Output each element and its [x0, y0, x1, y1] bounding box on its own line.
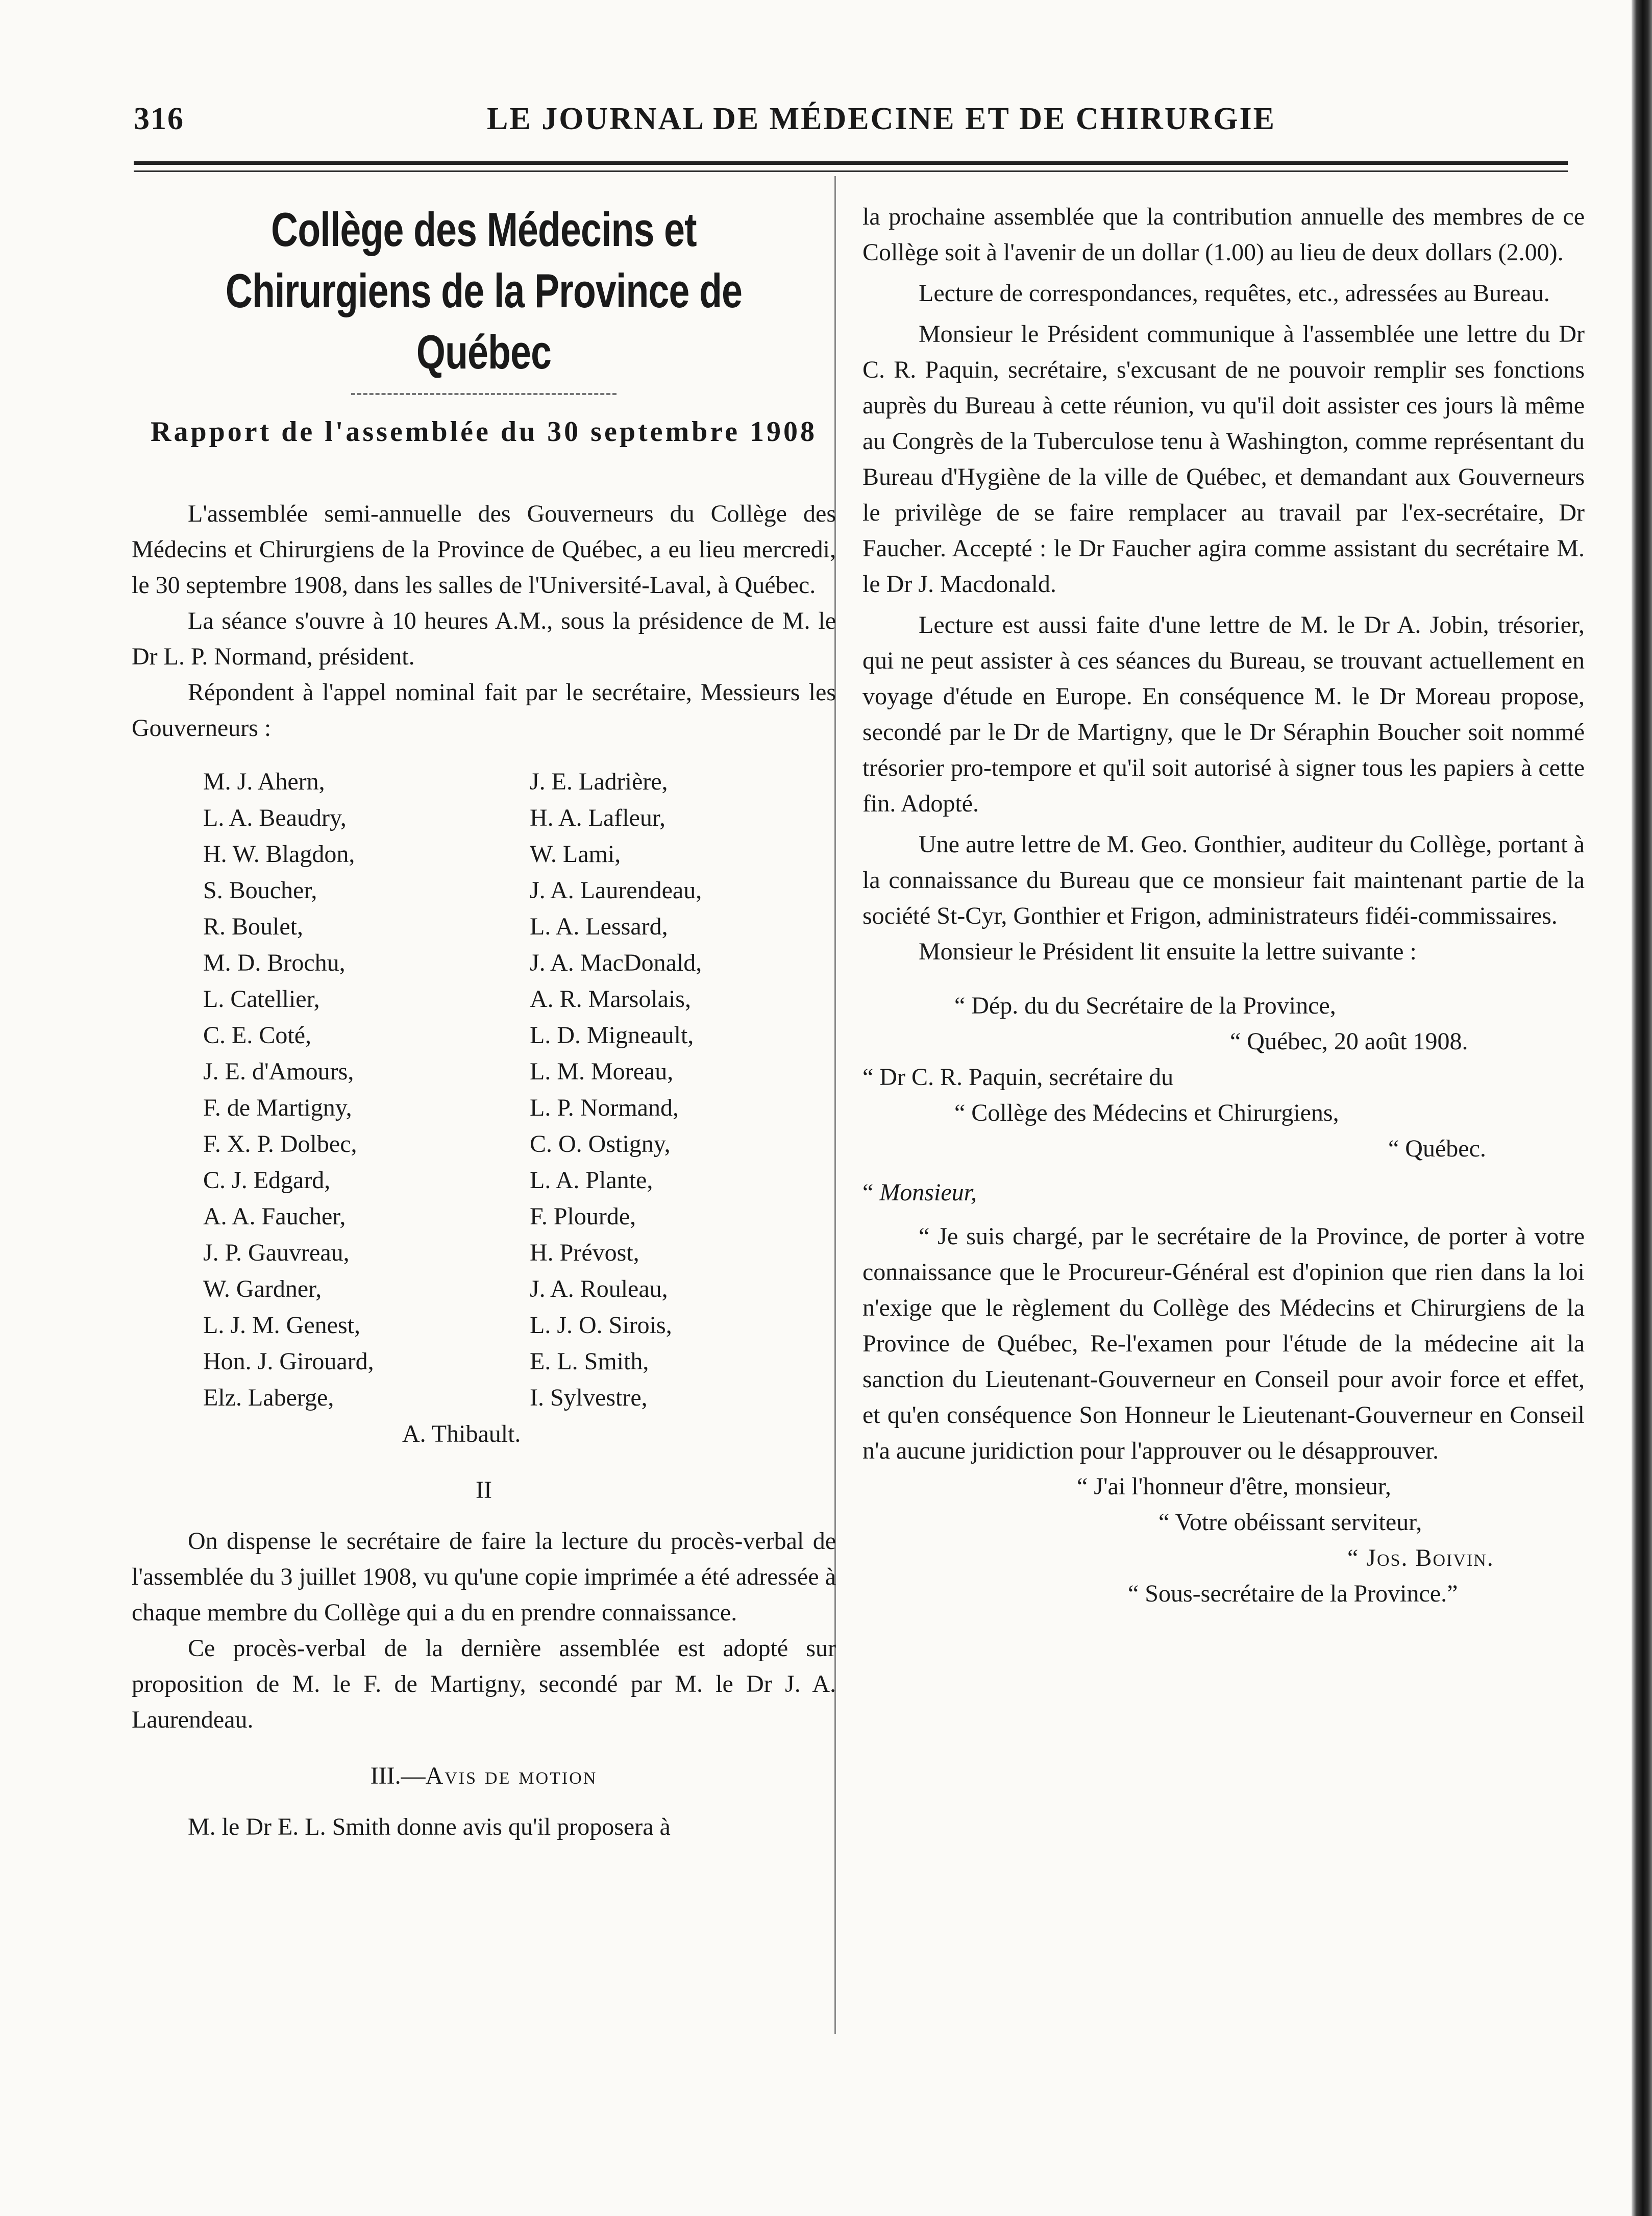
salutation-text: Monsieur,: [879, 1179, 977, 1206]
letter-closing: “ J'ai l'honneur d'être, monsieur,: [1077, 1473, 1391, 1500]
letter-salutation: [862, 1175, 1585, 1211]
header-rule-thin: [134, 170, 1568, 172]
running-header: [134, 101, 1583, 147]
member-name: W. Gardner,: [203, 1275, 322, 1302]
continued-paragraph: la prochaine assemblée que la contribution annuelle des membres de ce Collège soit à l'avenir de un dollar (1.00) au lieu de deux dollars (2.00).: [862, 203, 1585, 266]
member-name: L. A. Lessard,: [530, 913, 668, 940]
member-name: F. Plourde,: [530, 1203, 636, 1230]
left-column: [132, 199, 836, 1845]
member-name: Hon. J. Girouard,: [203, 1348, 374, 1375]
member-name: R. Boulet,: [203, 913, 304, 940]
member-name: E. L. Smith,: [530, 1348, 649, 1375]
page-number: 316: [134, 102, 184, 136]
member-name: J. A. Laurendeau,: [530, 877, 702, 904]
journal-title: LE JOURNAL DE MÉDECINE ET DE CHIRURGIE: [487, 102, 1276, 136]
intro-paragraph: La séance s'ouvre à 10 heures A.M., sous la présidence de M. le Dr L. P. Normand, président.: [132, 607, 836, 670]
member-name: C. J. Edgard,: [203, 1167, 331, 1194]
member-name: J. A. Rouleau,: [530, 1275, 668, 1302]
member-name-last: A. Thibault.: [402, 1420, 521, 1447]
member-name: L. A. Plante,: [530, 1167, 653, 1194]
letter-department: “ Dép. du du Secrétaire de la Province,: [954, 992, 1336, 1019]
body-paragraph: Monsieur le Président communique à l'assemblée une lettre du Dr C. R. Paquin, secrétaire, s'excusant de ne pouvoir remplir ses fonctions auprès du Bureau à cette réunion, vu qu'il doit assister ces jours là même au Congrès de la Tuberculose tenu à Washington, comme représentant du Bureau d'Hygiène de la ville de Québec, et demandant aux Gouverneurs le privilège de se faire remplacer au travail par l'ex-secrétaire, Dr Faucher. Accepté : le Dr Faucher agira comme assistant du secrétaire M. le Dr J. Macdonald.: [862, 321, 1585, 598]
section-heading-number: III.—: [370, 1762, 426, 1789]
letter-signature-title: “ Sous-secrétaire de la Province.”: [1128, 1580, 1458, 1607]
scan-edge-band: [1632, 0, 1652, 2216]
member-name: F. de Martigny,: [203, 1094, 352, 1121]
member-name: W. Lami,: [530, 841, 621, 868]
member-name: H. Prévost,: [530, 1239, 639, 1266]
article-subtitle: Rapport de l'assemblée du 30 septembre 1908: [151, 416, 817, 448]
section-heading-text: Avis de motion: [425, 1762, 598, 1789]
member-name: S. Boucher,: [203, 877, 317, 904]
header-rule-thick: [134, 161, 1568, 165]
member-name: A. A. Faucher,: [203, 1203, 346, 1230]
section-paragraph: M. le Dr E. L. Smith donne avis qu'il proposera à: [188, 1813, 671, 1840]
letter-addressee-line: “ Collège des Médecins et Chirurgiens,: [954, 1099, 1339, 1126]
body-paragraph: Monsieur le Président lit ensuite la lettre suivante :: [919, 938, 1417, 965]
member-name: L. M. Moreau,: [530, 1058, 674, 1085]
member-name: L. A. Beaudry,: [203, 804, 347, 831]
section-paragraph: On dispense le secrétaire de faire la lecture du procès-verbal de l'assemblée du 3 juillet 1908, vu qu'une copie imprimée a été adressée à chaque membre du Collège qui a du en prendre connaissance.: [132, 1528, 836, 1626]
intro-paragraph: L'assemblée semi-annuelle des Gouverneurs du Collège des Médecins et Chirurgiens de la Province de Québec, a eu lieu mercredi, le 30 septembre 1908, dans les salles de l'Université-Laval, à Québec.: [132, 500, 836, 599]
intro-paragraph: Répondent à l'appel nominal fait par le secrétaire, Messieurs les Gouverneurs :: [132, 679, 836, 742]
letter-signature: “ Jos. Boivin.: [1347, 1544, 1494, 1571]
section-heading-iii: [132, 1758, 836, 1794]
member-name: J. E. d'Amours,: [203, 1058, 354, 1085]
member-name: Elz. Laberge,: [203, 1384, 334, 1411]
member-name: L. J. M. Genest,: [203, 1312, 360, 1339]
member-name: C. O. Ostigny,: [530, 1130, 671, 1158]
body-paragraph: Lecture de correspondances, requêtes, etc., adressées au Bureau.: [919, 280, 1550, 307]
letter-closing: “ Votre obéissant serviteur,: [1158, 1509, 1422, 1536]
member-name: F. X. P. Dolbec,: [203, 1130, 357, 1158]
letter-body: “ Je suis chargé, par le secrétaire de la Province, de porter à votre connaissance que le Procureur-Général est d'opinion que rien dans la loi n'exige que le règlement du Collège des Médecins et Chirurgiens de la Province de Québec, Re-l'examen pour l'étude de la médecine ait la sanction du Lieutenant-Gouverneur en Conseil pour avoir force et effet, et qu'en conséquence Son Honneur le Lieutenant-Gouverneur en Conseil n'a aucune juridiction pour l'approuver ou le désapprouver.: [862, 1223, 1585, 1464]
member-name: L. Catellier,: [203, 986, 320, 1013]
member-name: M. J. Ahern,: [203, 768, 325, 795]
letter-place-date: “ Québec, 20 août 1908.: [1230, 1028, 1468, 1055]
member-name: H. A. Lafleur,: [530, 804, 665, 831]
title-ornament-rule: [351, 393, 617, 398]
section-heading-ii: II: [476, 1476, 492, 1504]
salutation-mark: “: [862, 1179, 874, 1206]
body-paragraph: Une autre lettre de M. Geo. Gonthier, auditeur du Collège, portant à la connaissance du Bureau que ce monsieur fait maintenant partie de la société St-Cyr, Gonthier et Frigon, administrateurs fidéi-commissaires.: [862, 831, 1585, 929]
member-name: J. E. Ladrière,: [530, 768, 668, 795]
letter-addressee-line: “ Dr C. R. Paquin, secrétaire du: [862, 1064, 1174, 1091]
member-name: M. D. Brochu,: [203, 949, 346, 976]
governors-list: [203, 764, 836, 1416]
section-paragraph: Ce procès-verbal de la dernière assemblée est adopté sur proposition de M. le F. de Martigny, secondé par M. le Dr J. A. Laurendeau.: [132, 1635, 836, 1733]
member-name: A. R. Marsolais,: [530, 986, 691, 1013]
letter-addressee-line: “ Québec.: [1388, 1135, 1486, 1162]
member-name: I. Sylvestre,: [530, 1384, 648, 1411]
member-name: C. E. Coté,: [203, 1022, 311, 1049]
member-name: J. A. MacDonald,: [530, 949, 702, 976]
body-paragraph: Lecture est aussi faite d'une lettre de M. le Dr A. Jobin, trésorier, qui ne peut assister à ces séances du Bureau, se trouvant actuellement en voyage d'étude en Europe. En conséquence M. le Dr Moreau propose, secondé par le Dr de Martigny, que le Dr Séraphin Boucher soit nommé trésorier pro-tempore et qu'il soit autorisé à signer tous les papiers à cette fin. Adopté.: [862, 611, 1585, 817]
article-title: Collège des Médecins et Chirurgiens de la Province de Québec: [225, 203, 743, 379]
member-name: L. P. Normand,: [530, 1094, 679, 1121]
right-column: [862, 199, 1585, 1612]
member-name: L. J. O. Sirois,: [530, 1312, 672, 1339]
member-name: J. P. Gauvreau,: [203, 1239, 350, 1266]
member-name: H. W. Blagdon,: [203, 841, 355, 868]
member-name: L. D. Migneault,: [530, 1022, 694, 1049]
